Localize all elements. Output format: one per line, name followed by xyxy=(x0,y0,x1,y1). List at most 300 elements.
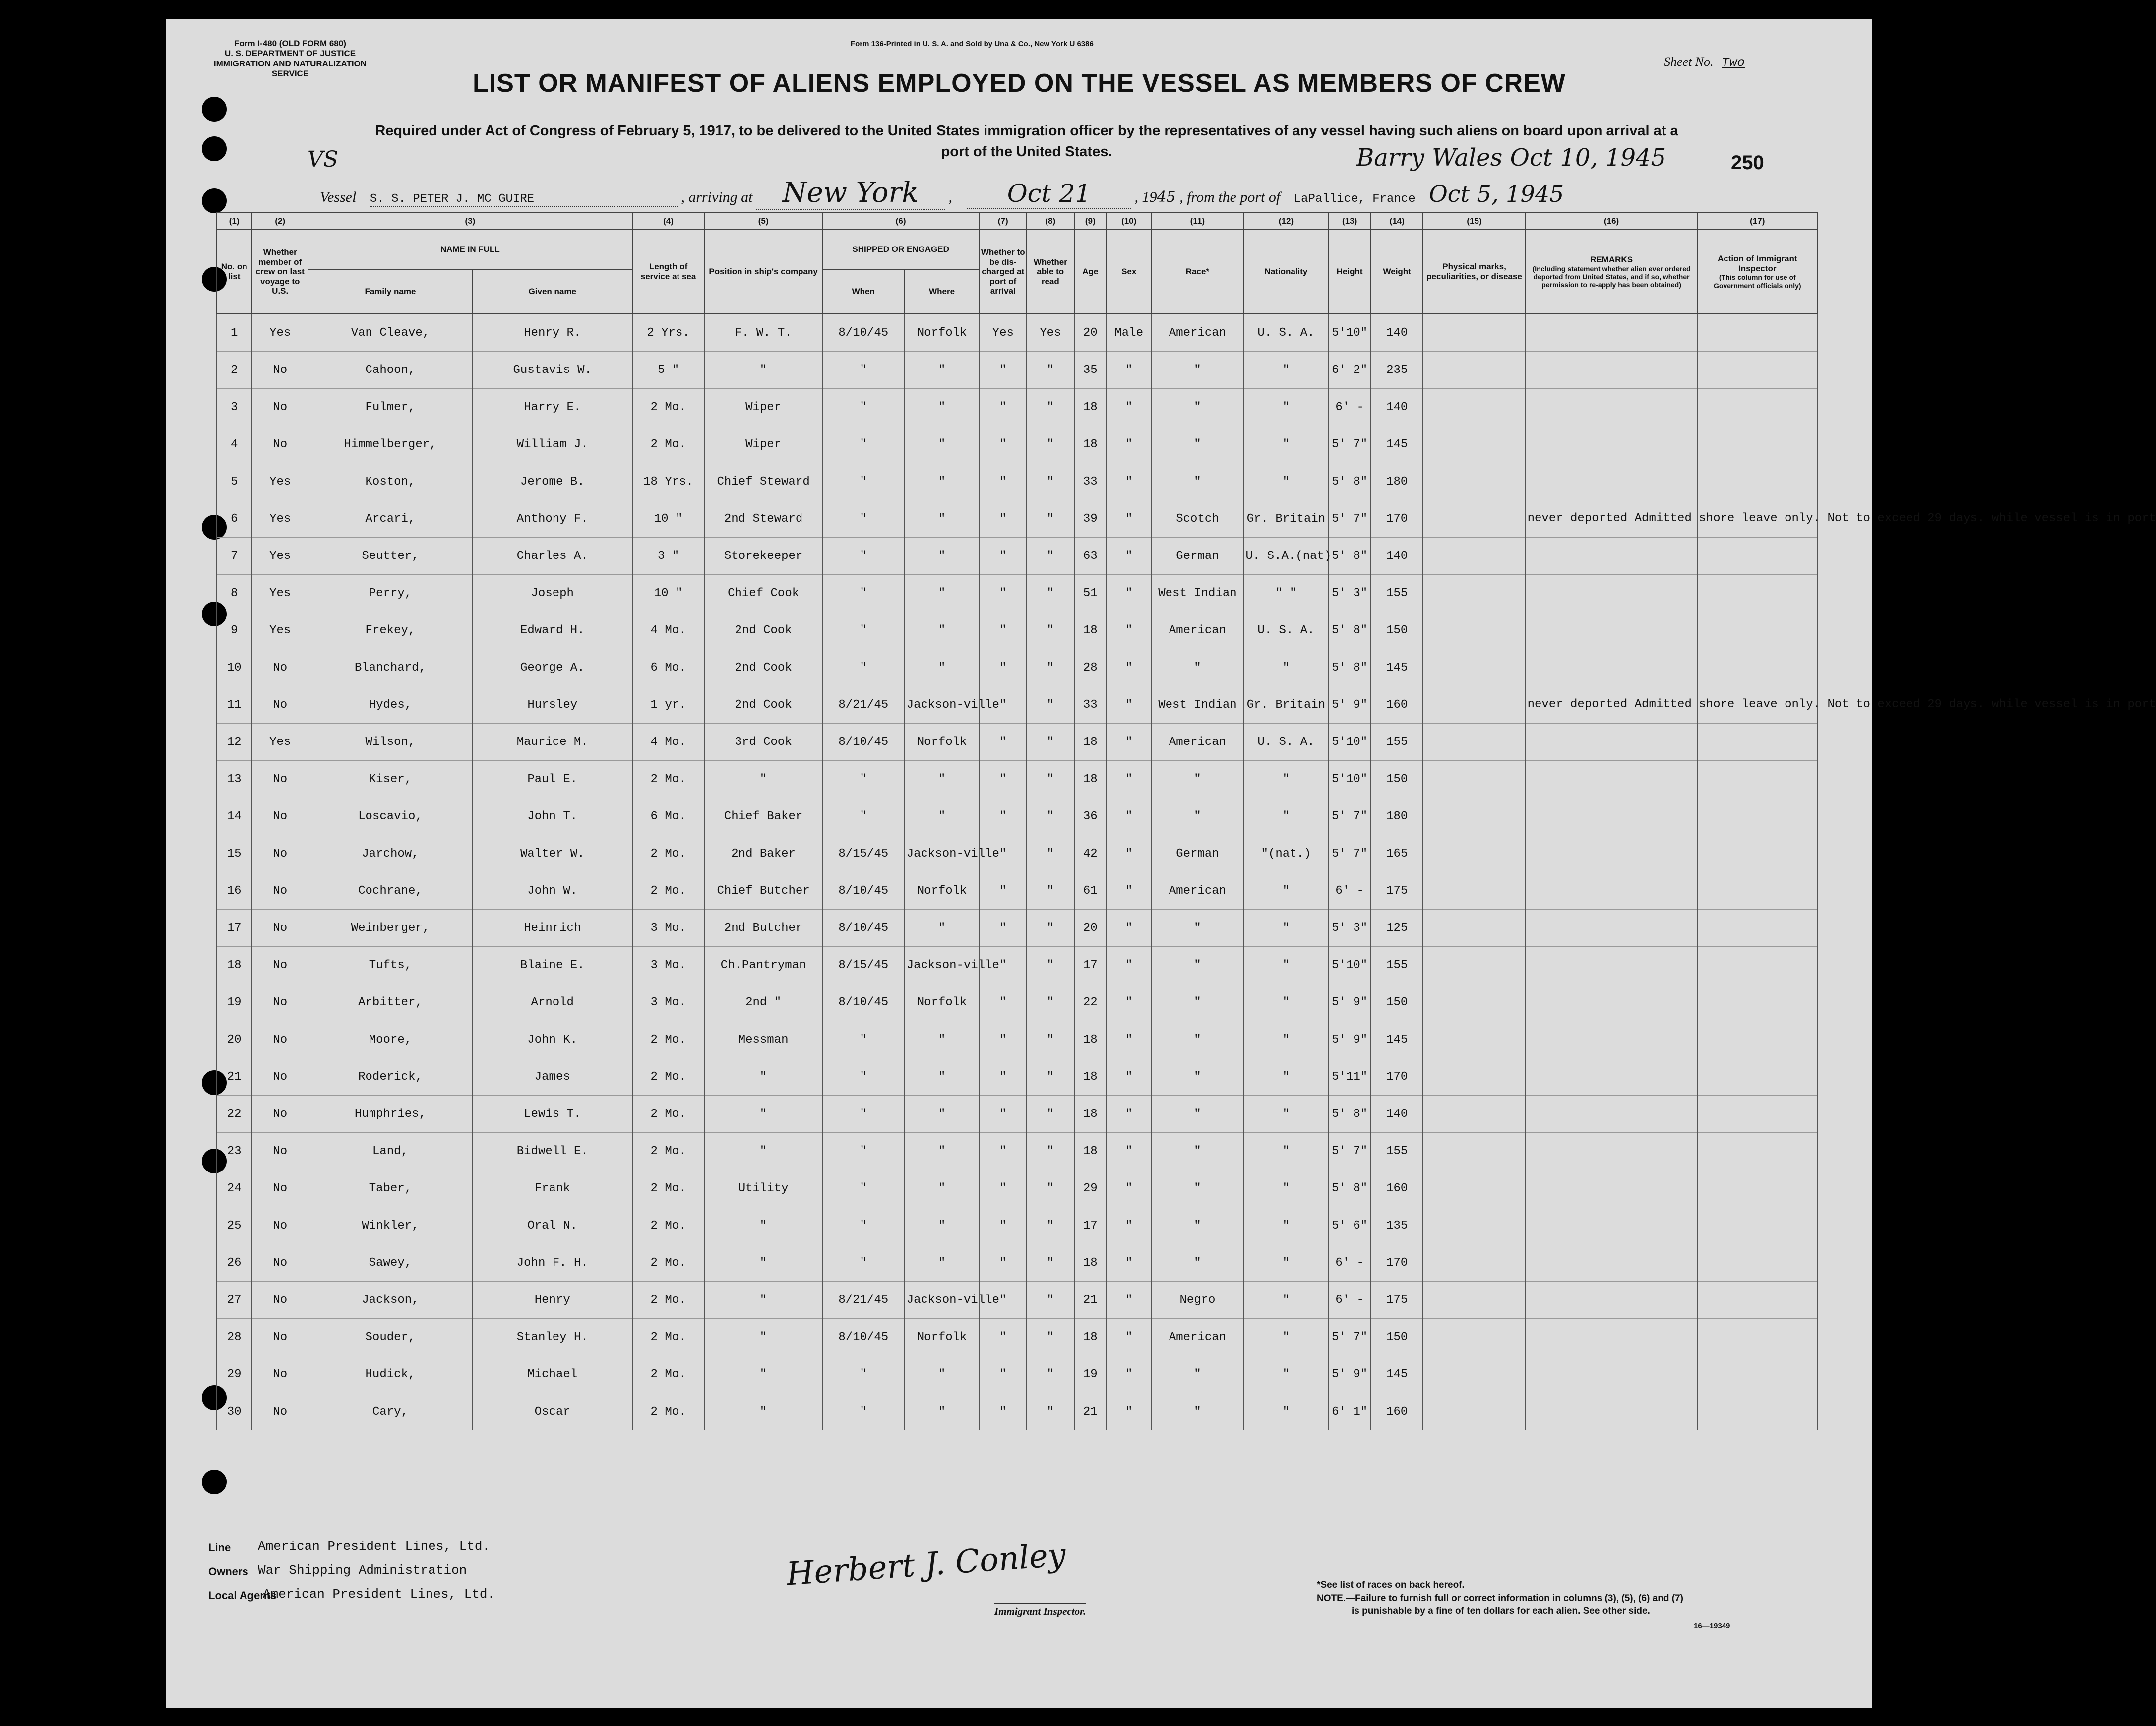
race-cell: " xyxy=(1151,910,1243,947)
physical-marks-cell xyxy=(1423,352,1525,389)
age-cell: 33 xyxy=(1074,686,1107,724)
header-no-on-list: No. on list xyxy=(216,230,252,314)
given-name-cell: Lewis T. xyxy=(473,1096,632,1133)
to-be-discharged-cell: " xyxy=(980,835,1027,872)
length-of-service-cell: 2 Mo. xyxy=(632,1021,705,1058)
colnum-11: (11) xyxy=(1151,213,1243,230)
agents-value: American President Lines, Ltd. xyxy=(263,1587,495,1602)
to-be-discharged-cell: " xyxy=(980,798,1027,835)
weight-cell: 175 xyxy=(1371,872,1423,910)
age-cell: 18 xyxy=(1074,612,1107,649)
table-row xyxy=(216,1021,1817,1058)
physical-marks-cell xyxy=(1423,947,1525,984)
given-name-cell: Michael xyxy=(473,1356,632,1393)
height-cell: 5' 9" xyxy=(1328,1021,1370,1058)
length-of-service-cell: 4 Mo. xyxy=(632,724,705,761)
height-cell: 5'11" xyxy=(1328,1058,1370,1096)
able-to-read-cell: " xyxy=(1027,761,1074,798)
nationality-cell: U. S. A. xyxy=(1243,724,1328,761)
inspector-action-cell xyxy=(1698,724,1817,761)
able-to-read-cell: " xyxy=(1027,1319,1074,1356)
physical-marks-cell xyxy=(1423,724,1525,761)
sex-cell: " xyxy=(1107,1393,1152,1430)
weight-cell: 170 xyxy=(1371,500,1423,538)
vessel-line: Vessel S. S. PETER J. MC GUIRE , arriving at New York , Oct 21 , 1945 , from the port of LaPallice, France Oct 5, 1945 xyxy=(320,177,1564,209)
age-cell: 61 xyxy=(1074,872,1107,910)
height-cell: 6' - xyxy=(1328,389,1370,426)
shipped-where-cell: " xyxy=(905,538,980,575)
row-number-cell: 7 xyxy=(216,538,252,575)
shipped-where-cell: " xyxy=(905,352,980,389)
age-cell: 18 xyxy=(1074,389,1107,426)
header-nationality: Nationality xyxy=(1243,230,1328,314)
shipped-when-cell: 8/10/45 xyxy=(822,724,905,761)
position-cell: Wiper xyxy=(704,426,822,463)
table-row xyxy=(216,798,1817,835)
race-cell: Scotch xyxy=(1151,500,1243,538)
remarks-cell xyxy=(1526,1282,1698,1319)
remarks-cell xyxy=(1526,1393,1698,1430)
sex-cell: " xyxy=(1107,1244,1152,1282)
family-name-cell: Hydes, xyxy=(308,686,473,724)
race-cell: American xyxy=(1151,612,1243,649)
family-name-cell: Kiser, xyxy=(308,761,473,798)
member-last-voyage-cell: No xyxy=(252,910,308,947)
age-cell: 18 xyxy=(1074,724,1107,761)
table-row xyxy=(216,910,1817,947)
height-cell: 5'10" xyxy=(1328,724,1370,761)
weight-cell: 160 xyxy=(1371,1170,1423,1207)
row-number-cell: 22 xyxy=(216,1096,252,1133)
shipped-when-cell: 8/21/45 xyxy=(822,686,905,724)
to-be-discharged-cell: " xyxy=(980,612,1027,649)
owners-label: Owners xyxy=(208,1565,248,1578)
shipped-when-cell: " xyxy=(822,649,905,686)
race-cell: " xyxy=(1151,798,1243,835)
to-be-discharged-cell: " xyxy=(980,686,1027,724)
line-value: American President Lines, Ltd. xyxy=(258,1539,491,1554)
member-last-voyage-cell: No xyxy=(252,872,308,910)
table-row xyxy=(216,761,1817,798)
inspector-action-cell xyxy=(1698,1133,1817,1170)
inspector-action-cell xyxy=(1698,984,1817,1021)
family-name-cell: Moore, xyxy=(308,1021,473,1058)
sex-cell: " xyxy=(1107,835,1152,872)
header-row-1 xyxy=(216,230,1817,269)
physical-marks-cell xyxy=(1423,314,1525,352)
physical-marks-cell xyxy=(1423,1319,1525,1356)
remarks-cell xyxy=(1526,1207,1698,1244)
inspector-action-cell xyxy=(1698,1021,1817,1058)
physical-marks-cell xyxy=(1423,1282,1525,1319)
inspector-action-cell xyxy=(1698,1096,1817,1133)
given-name-cell: John W. xyxy=(473,872,632,910)
to-be-discharged-cell: " xyxy=(980,426,1027,463)
position-cell: Ch.Pantryman xyxy=(704,947,822,984)
family-name-cell: Himmelberger, xyxy=(308,426,473,463)
height-cell: 5' 3" xyxy=(1328,575,1370,612)
position-cell: Chief Steward xyxy=(704,463,822,500)
line-label: Line xyxy=(208,1541,231,1554)
shipped-where-cell: " xyxy=(905,1058,980,1096)
remarks-cell: never deported Admitted shore leave only. Not to exceed 29 days. while vessel is in port xyxy=(1526,500,1698,538)
shipped-where-cell: " xyxy=(905,500,980,538)
row-number-cell: 18 xyxy=(216,947,252,984)
position-cell: F. W. T. xyxy=(704,314,822,352)
position-cell: " xyxy=(704,761,822,798)
able-to-read-cell: " xyxy=(1027,872,1074,910)
row-number-cell: 2 xyxy=(216,352,252,389)
table-row xyxy=(216,575,1817,612)
to-be-discharged-cell: " xyxy=(980,984,1027,1021)
position-cell: Chief Butcher xyxy=(704,872,822,910)
nationality-cell: " xyxy=(1243,872,1328,910)
shipped-where-cell: Jackson-ville xyxy=(905,1282,980,1319)
to-be-discharged-cell: " xyxy=(980,1133,1027,1170)
weight-cell: 150 xyxy=(1371,761,1423,798)
nationality-cell: " " xyxy=(1243,575,1328,612)
to-be-discharged-cell: " xyxy=(980,872,1027,910)
length-of-service-cell: 6 Mo. xyxy=(632,649,705,686)
able-to-read-cell: " xyxy=(1027,1393,1074,1430)
sex-cell: " xyxy=(1107,1207,1152,1244)
inspector-action-cell xyxy=(1698,1244,1817,1282)
height-cell: 5' 7" xyxy=(1328,798,1370,835)
family-name-cell: Taber, xyxy=(308,1170,473,1207)
shipped-when-cell: " xyxy=(822,1096,905,1133)
race-cell: West Indian xyxy=(1151,686,1243,724)
sex-cell: " xyxy=(1107,575,1152,612)
sex-cell: " xyxy=(1107,538,1152,575)
nationality-cell: " xyxy=(1243,426,1328,463)
height-cell: 5' 9" xyxy=(1328,1356,1370,1393)
length-of-service-cell: 2 Mo. xyxy=(632,426,705,463)
length-of-service-cell: 2 Mo. xyxy=(632,1282,705,1319)
inspector-action-cell xyxy=(1698,910,1817,947)
family-name-cell: Jarchow, xyxy=(308,835,473,872)
header-action-title: Action of Immigrant Inspector xyxy=(1717,254,1797,273)
weight-cell: 170 xyxy=(1371,1244,1423,1282)
shipped-where-cell: " xyxy=(905,1133,980,1170)
from-label: , from the port of xyxy=(1179,189,1281,205)
shipped-where-cell: " xyxy=(905,1244,980,1282)
shipped-when-cell: 8/15/45 xyxy=(822,835,905,872)
shipped-when-cell: " xyxy=(822,612,905,649)
remarks-cell xyxy=(1526,947,1698,984)
inspector-action-cell xyxy=(1698,1282,1817,1319)
physical-marks-cell xyxy=(1423,649,1525,686)
row-number-cell: 29 xyxy=(216,1356,252,1393)
height-cell: 5' 9" xyxy=(1328,984,1370,1021)
nationality-cell: " xyxy=(1243,1021,1328,1058)
shipped-where-cell: Norfolk xyxy=(905,724,980,761)
to-be-discharged-cell: " xyxy=(980,1282,1027,1319)
position-cell: 2nd Cook xyxy=(704,649,822,686)
row-number-cell: 23 xyxy=(216,1133,252,1170)
crew-rows xyxy=(216,314,2156,1430)
length-of-service-cell: 1 yr. xyxy=(632,686,705,724)
height-cell: 5' 8" xyxy=(1328,612,1370,649)
race-cell: " xyxy=(1151,352,1243,389)
to-be-discharged-cell: " xyxy=(980,463,1027,500)
shipped-when-cell: " xyxy=(822,1207,905,1244)
sex-cell: " xyxy=(1107,798,1152,835)
row-number-cell: 19 xyxy=(216,984,252,1021)
position-cell: 2nd Butcher xyxy=(704,910,822,947)
inspector-action-cell xyxy=(1698,1058,1817,1096)
weight-cell: 135 xyxy=(1371,1207,1423,1244)
nationality-cell: Gr. Britain xyxy=(1243,500,1328,538)
length-of-service-cell: 2 Yrs. xyxy=(632,314,705,352)
race-cell: American xyxy=(1151,314,1243,352)
height-cell: 5' 8" xyxy=(1328,463,1370,500)
to-be-discharged-cell: " xyxy=(980,500,1027,538)
given-name-cell: John K. xyxy=(473,1021,632,1058)
page-number: 250 xyxy=(1731,152,1764,174)
to-be-discharged-cell: " xyxy=(980,1021,1027,1058)
remarks-cell xyxy=(1526,910,1698,947)
given-name-cell: Henry R. xyxy=(473,314,632,352)
height-cell: 5' 7" xyxy=(1328,835,1370,872)
shipped-where-cell: " xyxy=(905,575,980,612)
table-row xyxy=(216,314,1817,352)
colnum-15: (15) xyxy=(1423,213,1525,230)
row-number-cell: 5 xyxy=(216,463,252,500)
height-cell: 5' 9" xyxy=(1328,686,1370,724)
to-be-discharged-cell: " xyxy=(980,724,1027,761)
remarks-cell xyxy=(1526,798,1698,835)
nationality-cell: " xyxy=(1243,352,1328,389)
race-cell: American xyxy=(1151,1319,1243,1356)
race-cell: " xyxy=(1151,1096,1243,1133)
crew-manifest-table xyxy=(216,212,2156,1430)
age-cell: 39 xyxy=(1074,500,1107,538)
age-cell: 22 xyxy=(1074,984,1107,1021)
subtitle-line1: Required under Act of Congress of February 5, 1917, to be delivered to the United States immigration officer by the representatives of any vessel having such aliens on board upon arrival at a xyxy=(375,123,1678,139)
sex-cell: " xyxy=(1107,984,1152,1021)
weight-cell: 235 xyxy=(1371,352,1423,389)
able-to-read-cell: " xyxy=(1027,575,1074,612)
shipped-when-cell: " xyxy=(822,500,905,538)
member-last-voyage-cell: No xyxy=(252,947,308,984)
position-cell: " xyxy=(704,1393,822,1430)
colnum-2: (2) xyxy=(252,213,308,230)
colnum-17: (17) xyxy=(1698,213,1817,230)
position-cell: " xyxy=(704,1207,822,1244)
table-row xyxy=(216,1282,1817,1319)
shipped-where-cell: Norfolk xyxy=(905,984,980,1021)
remarks-cell xyxy=(1526,612,1698,649)
able-to-read-cell: " xyxy=(1027,538,1074,575)
weight-cell: 140 xyxy=(1371,538,1423,575)
weight-cell: 155 xyxy=(1371,575,1423,612)
inspector-action-cell xyxy=(1698,426,1817,463)
able-to-read-cell: " xyxy=(1027,389,1074,426)
table-row xyxy=(216,1096,1817,1133)
sex-cell: " xyxy=(1107,947,1152,984)
row-number-cell: 27 xyxy=(216,1282,252,1319)
nationality-cell: " xyxy=(1243,761,1328,798)
shipped-when-cell: " xyxy=(822,1356,905,1393)
physical-marks-cell xyxy=(1423,1244,1525,1282)
age-cell: 18 xyxy=(1074,1244,1107,1282)
shipped-when-cell: " xyxy=(822,1244,905,1282)
header-action-sub: (This column for use of Government officials only) xyxy=(1713,273,1801,290)
shipped-when-cell: " xyxy=(822,761,905,798)
member-last-voyage-cell: Yes xyxy=(252,575,308,612)
table-row xyxy=(216,872,1817,910)
shipped-where-cell: Jackson-ville xyxy=(905,835,980,872)
physical-marks-cell xyxy=(1423,463,1525,500)
position-cell: 2nd Cook xyxy=(704,686,822,724)
shipped-when-cell: 8/10/45 xyxy=(822,984,905,1021)
sex-cell: " xyxy=(1107,426,1152,463)
member-last-voyage-cell: No xyxy=(252,1058,308,1096)
to-be-discharged-cell: " xyxy=(980,389,1027,426)
header-remarks-sub: (Including statement whether alien ever ordered deported from United States, and if so, whether permission to re-apply has been obtained) xyxy=(1532,264,1691,289)
position-cell: 2nd Cook xyxy=(704,612,822,649)
remarks-cell xyxy=(1526,389,1698,426)
age-cell: 33 xyxy=(1074,463,1107,500)
given-name-cell: Hursley xyxy=(473,686,632,724)
able-to-read-cell: " xyxy=(1027,463,1074,500)
table-row xyxy=(216,1133,1817,1170)
weight-cell: 125 xyxy=(1371,910,1423,947)
given-name-cell: Frank xyxy=(473,1170,632,1207)
nationality-cell: " xyxy=(1243,649,1328,686)
inspector-action-cell xyxy=(1698,761,1817,798)
height-cell: 6' 1" xyxy=(1328,1393,1370,1430)
remarks-cell xyxy=(1526,649,1698,686)
race-cell: " xyxy=(1151,389,1243,426)
family-name-cell: Roderick, xyxy=(308,1058,473,1096)
colnum-6: (6) xyxy=(822,213,980,230)
remarks-cell xyxy=(1526,761,1698,798)
to-be-discharged-cell: " xyxy=(980,1096,1027,1133)
physical-marks-cell xyxy=(1423,575,1525,612)
header-action xyxy=(1698,230,1817,314)
height-cell: 5'10" xyxy=(1328,761,1370,798)
physical-marks-cell xyxy=(1423,500,1525,538)
inspector-signature: Herbert J. Conley xyxy=(785,1537,1067,1593)
sheet-label: Sheet No. xyxy=(1664,55,1714,69)
header-length-service: Length of service at sea xyxy=(632,230,705,314)
given-name-cell: Joseph xyxy=(473,575,632,612)
sex-cell: " xyxy=(1107,1356,1152,1393)
nationality-cell: U. S. A. xyxy=(1243,612,1328,649)
race-cell: German xyxy=(1151,835,1243,872)
row-number-cell: 13 xyxy=(216,761,252,798)
member-last-voyage-cell: No xyxy=(252,1319,308,1356)
position-cell: 3rd Cook xyxy=(704,724,822,761)
family-name-cell: Humphries, xyxy=(308,1096,473,1133)
shipped-when-cell: " xyxy=(822,1021,905,1058)
inspector-action-cell xyxy=(1698,389,1817,426)
table-row xyxy=(216,1356,1817,1393)
member-last-voyage-cell: No xyxy=(252,1356,308,1393)
given-name-cell: James xyxy=(473,1058,632,1096)
length-of-service-cell: 2 Mo. xyxy=(632,1244,705,1282)
row-number-cell: 11 xyxy=(216,686,252,724)
nationality-cell: " xyxy=(1243,1356,1328,1393)
inspector-action-cell xyxy=(1698,1356,1817,1393)
length-of-service-cell: 10 " xyxy=(632,575,705,612)
length-of-service-cell: 2 Mo. xyxy=(632,1319,705,1356)
nationality-cell: U. S.A.(nat) xyxy=(1243,538,1328,575)
row-number-cell: 9 xyxy=(216,612,252,649)
sex-cell: " xyxy=(1107,612,1152,649)
able-to-read-cell: " xyxy=(1027,352,1074,389)
position-cell: Chief Baker xyxy=(704,798,822,835)
member-last-voyage-cell: No xyxy=(252,1207,308,1244)
physical-marks-cell xyxy=(1423,426,1525,463)
header-weight: Weight xyxy=(1371,230,1423,314)
footer-notes xyxy=(1317,1579,1683,1618)
position-cell: " xyxy=(704,1356,822,1393)
given-name-cell: Charles A. xyxy=(473,538,632,575)
shipped-where-cell: Jackson-ville xyxy=(905,686,980,724)
family-name-cell: Loscavio, xyxy=(308,798,473,835)
position-cell: " xyxy=(704,1319,822,1356)
race-cell: " xyxy=(1151,463,1243,500)
physical-marks-cell xyxy=(1423,1096,1525,1133)
header-when: When xyxy=(822,269,905,314)
colnum-9: (9) xyxy=(1074,213,1107,230)
sheet-value: Two xyxy=(1722,55,1745,70)
vessel-label: Vessel xyxy=(320,189,357,205)
length-of-service-cell: 2 Mo. xyxy=(632,1133,705,1170)
height-cell: 5' 7" xyxy=(1328,1133,1370,1170)
race-cell: " xyxy=(1151,1244,1243,1282)
shipped-where-cell: " xyxy=(905,1356,980,1393)
page-title: LIST OR MANIFEST OF ALIENS EMPLOYED ON THE VESSEL AS MEMBERS OF CREW xyxy=(473,69,1566,98)
shipped-where-cell: " xyxy=(905,1021,980,1058)
remarks-cell xyxy=(1526,1319,1698,1356)
nationality-cell: Gr. Britain xyxy=(1243,686,1328,724)
header-height: Height xyxy=(1328,230,1370,314)
sex-cell: " xyxy=(1107,500,1152,538)
handwritten-barry-wales: Barry Wales Oct 10, 1945 xyxy=(1356,144,1666,172)
length-of-service-cell: 2 Mo. xyxy=(632,389,705,426)
length-of-service-cell: 3 " xyxy=(632,538,705,575)
table-row xyxy=(216,649,1817,686)
given-name-cell: William J. xyxy=(473,426,632,463)
weight-cell: 175 xyxy=(1371,1282,1423,1319)
header-remarks-title: REMARKS xyxy=(1590,255,1633,265)
row-number-cell: 6 xyxy=(216,500,252,538)
header-remarks xyxy=(1526,230,1698,314)
race-cell: " xyxy=(1151,1356,1243,1393)
age-cell: 21 xyxy=(1074,1393,1107,1430)
weight-cell: 140 xyxy=(1371,314,1423,352)
shipped-when-cell: 8/10/45 xyxy=(822,314,905,352)
family-name-cell: Perry, xyxy=(308,575,473,612)
member-last-voyage-cell: No xyxy=(252,1021,308,1058)
physical-marks-cell xyxy=(1423,686,1525,724)
member-last-voyage-cell: Yes xyxy=(252,724,308,761)
length-of-service-cell: 2 Mo. xyxy=(632,1356,705,1393)
family-name-cell: Fulmer, xyxy=(308,389,473,426)
length-of-service-cell: 2 Mo. xyxy=(632,1058,705,1096)
sex-cell: " xyxy=(1107,1170,1152,1207)
colnum-1: (1) xyxy=(216,213,252,230)
given-name-cell: Heinrich xyxy=(473,910,632,947)
position-cell: Messman xyxy=(704,1021,822,1058)
able-to-read-cell: " xyxy=(1027,724,1074,761)
remarks-cell xyxy=(1526,1170,1698,1207)
position-cell: Storekeeper xyxy=(704,538,822,575)
to-be-discharged-cell: Yes xyxy=(980,314,1027,352)
